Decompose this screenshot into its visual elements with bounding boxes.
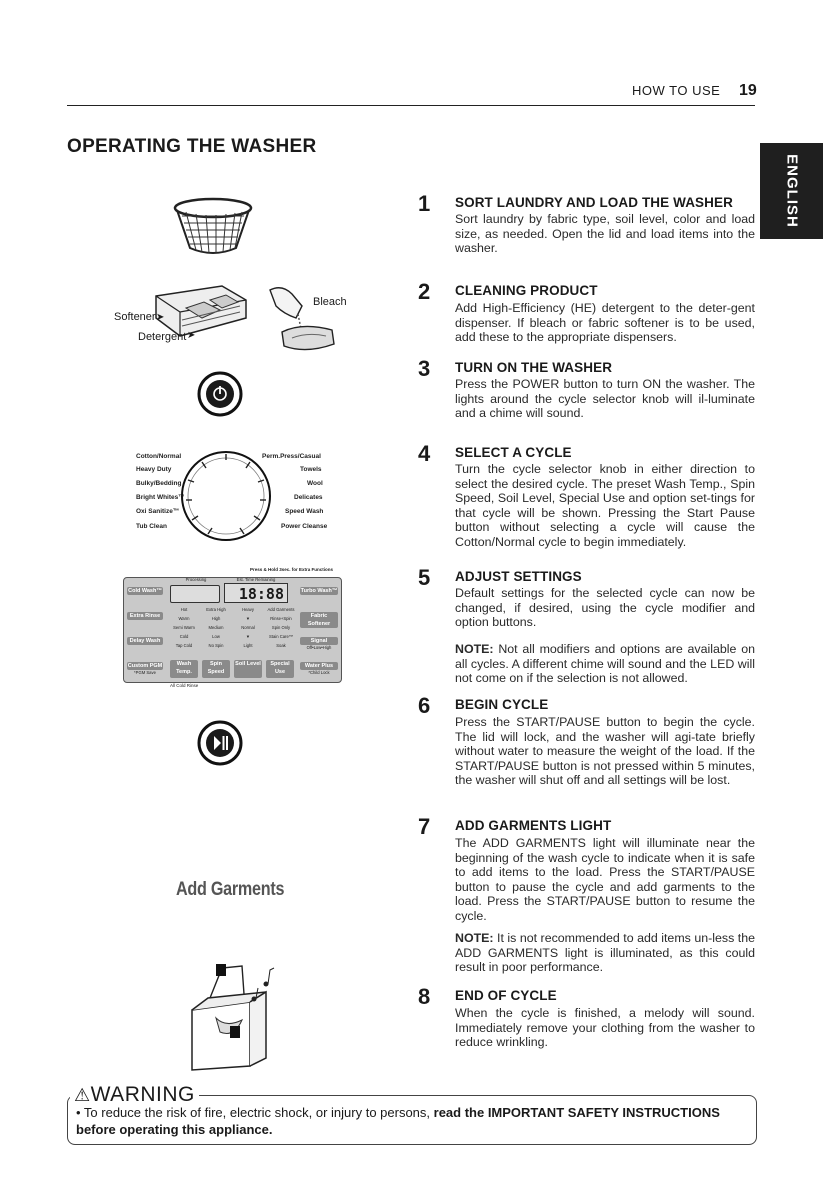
extra-rinse-button: Extra Rinse [127, 612, 163, 620]
soil-level-button: Soil Level [234, 660, 262, 678]
soil-option: Normal [241, 625, 255, 630]
spin-option: High [211, 616, 221, 621]
spin-option: Medium [208, 625, 224, 630]
soil-option: ▼ [245, 616, 251, 621]
spin-speed-button: Spin Speed [202, 660, 230, 678]
est-time-label: Est. Time Remaining [236, 577, 276, 582]
step-body: When the cycle is finished, a melody will sound. Immediately remove your clothing from the washer to reduce wrinkling. [455, 1006, 755, 1050]
temp-option: Semi Warm [173, 625, 195, 630]
water-plus-sub: *Child Lock [308, 670, 330, 675]
step-number: 7 [418, 814, 431, 839]
step-title: SELECT A CYCLE [455, 445, 572, 460]
step-number: 6 [418, 693, 431, 718]
warning-icon: ⚠ [74, 1085, 91, 1105]
page-title: OPERATING THE WASHER [67, 136, 317, 157]
warning-text-bold: read the IMPORTANT SAFETY INSTRUCTIONS before operating this appliance. [76, 1105, 720, 1137]
step-title: END OF CYCLE [455, 988, 557, 1003]
arrow-icon: ➤ [187, 330, 196, 341]
step-body: Add High-Efficiency (HE) detergent to the deter-gent dispenser. If bleach or fabric softener is to be used, add these to the appropriate dispensers. [455, 301, 755, 345]
control-panel-illustration [123, 577, 342, 683]
step-number: 3 [418, 356, 431, 381]
step-note [455, 642, 755, 686]
knob-label: Bulky/Bedding [136, 480, 182, 487]
soil-option: ▼ [245, 634, 251, 639]
step-body: Default settings for the selected cycle can now be changed, if desired, using the cycle modifier and option buttons. [455, 586, 755, 630]
step-number: 4 [418, 441, 431, 466]
temp-option: Hot [180, 607, 188, 612]
signal-button: Signal [300, 637, 338, 645]
step-number: 2 [418, 279, 431, 304]
panel-top-note: Press & Hold 3sec. for Extra Functions [250, 567, 334, 572]
step-body: Press the START/PAUSE button to begin the cycle. The lid will lock, and the washer will agi-tate briefly without water to measure the weight of the load. If the START/PAUSE button is not pressed within 5 minutes, the washer will shut off and all settings will be lost. [455, 715, 755, 788]
knob-label: Speed Wash [285, 508, 324, 515]
panel-bottom-note: All Cold Rinse [170, 683, 199, 688]
step-number: 8 [418, 984, 431, 1009]
power-button-illustration [197, 371, 243, 417]
knob-label: Tub Clean [136, 523, 167, 530]
washer-add-garments-illustration [186, 962, 286, 1072]
note-text: It is not recommended to add items un-less the ADD GARMENTS light is illuminated, as this could result in poor performance. [455, 931, 755, 975]
knob-label: Wool [307, 480, 323, 487]
cycle-selector-knob [180, 450, 272, 542]
step-title: ADD GARMENTS LIGHT [455, 818, 612, 833]
bleach-label: Bleach [313, 296, 347, 308]
special-use-button: Special Use [266, 660, 294, 678]
temp-option: Warm [178, 616, 190, 621]
step-title: TURN ON THE WASHER [455, 360, 613, 375]
special-option: Add Garments [267, 607, 295, 612]
note-label: NOTE: [455, 931, 494, 945]
water-plus-button: Water Plus [300, 662, 338, 670]
special-option: Rinse+Spin [270, 616, 292, 621]
custom-pgm-sub: *PGM Save [134, 670, 156, 675]
custom-pgm-button: Custom PGM [127, 663, 163, 669]
wash-temp-button: Wash Temp. [170, 660, 198, 678]
note-text: Not all modifiers and options are available on all cycles. A different chime will sound and the LED will not come on if the selection is not allowed. [455, 642, 755, 686]
step-body: Press the POWER button to turn ON the washer. The lights around the cycle selector knob will il-luminate and a chime will sound. [455, 377, 755, 421]
arrow-icon: ➤ [156, 312, 165, 323]
step-title: ADJUST SETTINGS [455, 569, 582, 584]
knob-label: Power Cleanse [281, 523, 328, 530]
note-label: NOTE: [455, 642, 494, 656]
processing-label: Processing [185, 577, 207, 582]
spin-option: No Spin [208, 643, 224, 648]
step-title: BEGIN CYCLE [455, 697, 549, 712]
knob-label: Perm.Press/Casual [262, 453, 321, 460]
header-divider [67, 105, 755, 106]
language-tab [760, 143, 823, 239]
language-tab-label: ENGLISH [783, 154, 800, 228]
delay-wash-button: Delay Wash [127, 637, 163, 645]
add-garments-label: Add Garments [176, 879, 285, 900]
special-option: Spin Only [271, 625, 291, 630]
special-option: Stain Care™ [269, 634, 293, 639]
signal-sub: Off•Low•High [306, 645, 332, 650]
soil-option: Light [243, 643, 253, 648]
knob-label: Oxi Sanitize™ [136, 508, 180, 515]
step-body: Sort laundry by fabric type, soil level, color and load size, as needed. Open the lid and load items into the washer. [455, 212, 755, 256]
soil-option: Heavy [242, 607, 254, 612]
warning-text-plain: • To reduce the risk of fire, electric shock, or injury to persons, [76, 1105, 434, 1120]
step-note [455, 931, 755, 975]
status-icons [170, 585, 220, 603]
section-header: HOW TO USE [632, 83, 721, 98]
page-number: 19 [739, 82, 757, 99]
step-title: SORT LAUNDRY AND LOAD THE WASHER [455, 195, 733, 210]
knob-label: Cotton/Normal [136, 453, 182, 460]
spin-option: Low [212, 634, 220, 639]
turbo-wash-button: Turbo Wash™ [300, 588, 338, 594]
warning-title-text: WARNING [90, 1083, 195, 1106]
step-number: 1 [418, 191, 431, 216]
step-title: CLEANING PRODUCT [455, 283, 598, 298]
spin-option: Extra High [206, 607, 226, 612]
warning-text [76, 1104, 746, 1138]
temp-option: Cold [179, 634, 189, 639]
fabric-softener-button: Fabric Softener [300, 612, 338, 628]
knob-label: Bright Whites™ [136, 494, 185, 501]
knob-label: Towels [300, 466, 322, 473]
cold-wash-button: Cold Wash™ [128, 588, 162, 594]
step-body: Turn the cycle selector knob in either direction to select the desired cycle. The preset Wash Temp., Spin Speed, Soil Level, Special Use and option set-tings for that cycle will be shown. Pressing the Start Pause button without selecting a cycle will cause the Cotton/Normal cycle to begin immediately. [455, 462, 755, 549]
special-option: Soak [276, 643, 286, 648]
knob-label: Heavy Duty [136, 466, 172, 473]
step-body: The ADD GARMENTS light will illuminate near the beginning of the wash cycle to indicate when it is safe to add items to the load. Press the START/PAUSE button to pause the cycle and add garments to the load. Press the START/PAUSE button to resume the cycle. [455, 836, 755, 923]
time-display: 18:88 [224, 583, 288, 603]
knob-label: Delicates [294, 494, 323, 501]
start-pause-button-illustration [197, 720, 243, 766]
step-number: 5 [418, 565, 431, 590]
softener-label: Softener [114, 311, 156, 323]
temp-option: Tap Cold [175, 643, 193, 648]
detergent-label: Detergent [138, 331, 187, 343]
laundry-basket-illustration [172, 196, 254, 258]
